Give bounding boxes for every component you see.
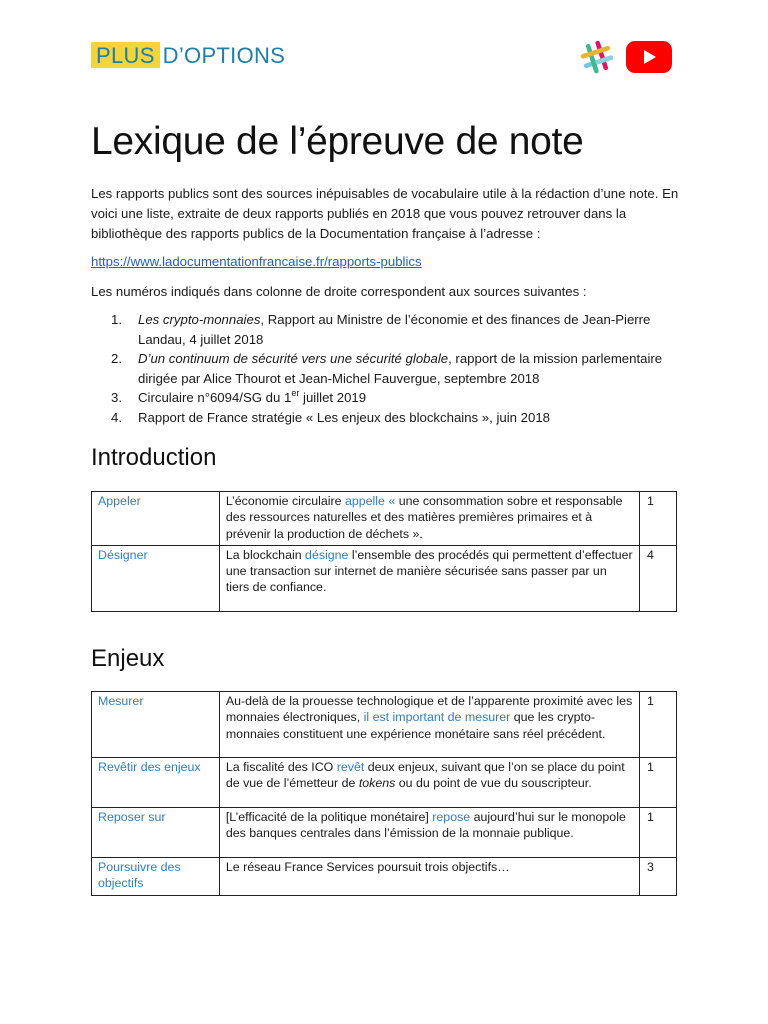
table-row <box>92 808 677 858</box>
definition-text: une consommation sobre et responsable des ressources naturelles et des matières premières primaires et à prévenir la production de déchets ». <box>225 494 623 541</box>
term-cell: Poursuivre des objectifs <box>92 858 220 896</box>
term-cell: Désigner <box>92 545 220 611</box>
definition-cell <box>219 758 639 808</box>
intro-paragraph: Les rapports publics sont des sources inépuisables de vocabulaire utile à la rédaction d’une note. En voici une liste, extraite de deux rapports publiés en 2018 que vous pouvez retrouver dans la bibliothèque des rapports publics de la Documentation française à l’adresse : <box>91 186 679 241</box>
source-item <box>111 349 671 388</box>
source-superscript: er <box>291 388 300 398</box>
keyword-highlight: il est important de mesurer <box>363 710 511 725</box>
term-cell: Mesurer <box>92 692 220 758</box>
source-detail: , rapport de la mission parlementaire dirigée par Alice Thourot et Jean-Michel Fauvergue, septembre 2018 <box>138 351 663 386</box>
page-header <box>91 40 672 74</box>
definition-cell <box>219 858 639 896</box>
source-item <box>111 310 671 349</box>
source-cell: 1 <box>640 808 677 858</box>
source-detail: , Rapport au Ministre de l’économie et des finances de Jean-Pierre Landau, 4 juillet 2018 <box>138 312 651 347</box>
definition-text: que les crypto-monnaies constituent une expérience monétaire sans réel précédent. <box>225 710 606 741</box>
definition-text: Le réseau France Services poursuit trois objectifs… <box>225 860 510 874</box>
source-number: 2. <box>111 351 122 366</box>
table-row <box>92 545 677 611</box>
definition-text: ou du point de vue du souscripteur. <box>395 776 592 791</box>
term-cell: Revêtir des enjeux <box>92 758 220 808</box>
page-title: Lexique de l’épreuve de note <box>91 120 584 163</box>
source-cell: 1 <box>640 758 677 808</box>
sources-intro: Les numéros indiqués dans colonne de droite correspondent aux sources suivantes : <box>91 284 587 299</box>
definition-text: Au-delà de la prouesse technologique et de l’apparente proximité avec les monnaies électroniques, <box>225 694 633 725</box>
logo-doptions: D’OPTIONS <box>162 42 286 68</box>
source-title: Les crypto-monnaies <box>138 312 261 327</box>
definition-cell <box>219 545 639 611</box>
keyword-highlight: repose <box>432 810 471 824</box>
slack-icon[interactable] <box>580 40 614 74</box>
sources-list <box>111 310 671 427</box>
source-title: D’un continuum de sécurité vers une sécurité globale <box>138 351 449 366</box>
table-row <box>92 692 677 758</box>
lexicon-table-enjeux <box>91 691 677 896</box>
lexicon-table-introduction <box>91 491 677 612</box>
source-detail: Rapport de France stratégie « Les enjeux des blockchains », juin 2018 <box>138 409 550 425</box>
definition-cell <box>219 492 639 546</box>
definition-italic: tokens <box>358 776 396 791</box>
source-number: 4. <box>111 409 122 425</box>
plus-doptions-logo[interactable] <box>91 42 285 68</box>
logo-plus: PLUS <box>91 42 160 68</box>
section-heading-enjeux: Enjeux <box>91 645 165 672</box>
term-cell: Appeler <box>92 492 220 546</box>
source-cell: 1 <box>640 692 677 758</box>
source-cell: 4 <box>640 545 677 611</box>
term-cell: Reposer sur <box>92 808 220 858</box>
documentation-link[interactable]: https://www.ladocumentationfrancaise.fr/rapports-publics <box>91 254 422 269</box>
definition-text: aujourd’hui sur le monopole des banques centrales dans l’émission de la monnaie publique. <box>225 810 626 841</box>
definition-text: La blockchain <box>225 547 306 562</box>
table-row <box>92 758 677 808</box>
definition-text: L’économie circulaire <box>225 494 345 508</box>
source-number: 3. <box>111 390 122 405</box>
definition-text: [L’efficacité de la politique monétaire] <box>225 810 433 824</box>
keyword-highlight: revêt <box>336 760 365 774</box>
source-number: 1. <box>111 312 122 327</box>
definition-text: deux enjeux, suivant que l’on se place du point de vue de l’émetteur de <box>225 760 625 791</box>
source-item <box>111 388 671 408</box>
source-item <box>111 408 671 428</box>
youtube-icon[interactable] <box>626 41 672 73</box>
definition-cell <box>219 808 639 858</box>
definition-text: La fiscalité des ICO <box>225 760 337 774</box>
definition-cell <box>219 692 639 758</box>
source-detail: juillet 2019 <box>299 390 367 405</box>
source-cell: 1 <box>640 492 677 546</box>
table-row <box>92 492 677 546</box>
section-heading-introduction: Introduction <box>91 444 217 471</box>
source-detail: Circulaire n°6094/SG du 1 <box>138 390 292 405</box>
source-cell: 3 <box>640 858 677 896</box>
keyword-highlight: désigne <box>305 547 349 562</box>
definition-text: l’ensemble des procédés qui permettent d’effectuer une transaction sur internet de manière sécurisée sans passer par un tiers de confiance. <box>225 547 633 595</box>
table-row <box>92 858 677 896</box>
social-icons <box>580 40 672 74</box>
keyword-highlight: appelle « <box>344 494 396 508</box>
